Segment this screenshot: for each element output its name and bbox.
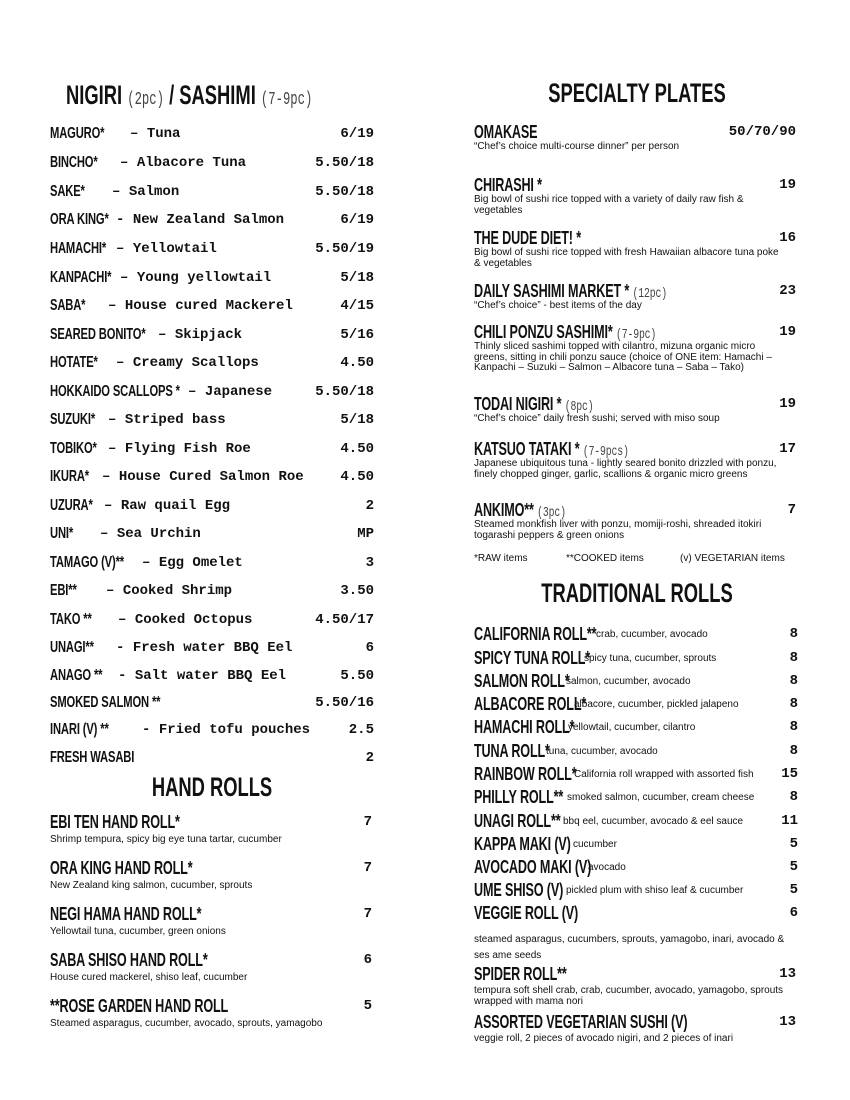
traditional-roll-price: 8 — [789, 696, 798, 712]
traditional-roll-description: salmon, cucumber, avocado — [566, 676, 691, 687]
traditional-roll-name: RAINBOW ROLL* — [474, 764, 577, 784]
nigiri-item-dash: – — [116, 241, 125, 257]
nigiri-row — [50, 239, 380, 259]
nigiri-item-name: UZURA* — [50, 497, 93, 514]
traditional-roll-price: 6 — [789, 905, 798, 921]
traditional-roll-description: smoked salmon, cucumber, cream cheese — [567, 792, 755, 803]
sashimi-title: SASHIMI — [179, 80, 256, 110]
traditional-roll-description: cucumber — [573, 839, 617, 850]
traditional-roll-name: TUNA ROLL* — [474, 741, 550, 761]
specialty-item-price: 19 — [779, 396, 796, 412]
specialty-item-qty: (7-9pcs) — [582, 444, 629, 460]
hand-roll-price: 5 — [363, 998, 372, 1014]
nigiri-item-desc — [106, 583, 232, 599]
nigiri-item-name: TAKO ** — [50, 611, 92, 628]
nigiri-item-dash: – — [116, 355, 125, 371]
specialty-item-description: Thinly sliced sashimi topped with cilantro, mizuna organic micro greens, sitting in chili ponzu sauce (choice of ONE item: Hamachi – Kanpachi – Suzuki – Salmon – Albacore tuna – Saba – Tako) — [474, 341, 772, 373]
specialty-item-qty: (12pc) — [632, 286, 667, 302]
specialty-item-name — [474, 175, 542, 195]
nigiri-item-price: MP — [357, 526, 374, 542]
nigiri-row — [50, 496, 380, 516]
nigiri-item-desc-text: Albacore Tuna — [136, 155, 247, 171]
hand-roll-name: ORA KING HAND ROLL* — [50, 858, 193, 878]
nigiri-item-desc — [116, 212, 284, 228]
nigiri-item-desc-text: Striped bass — [124, 412, 226, 428]
nigiri-item-name: ANAGO ** — [50, 667, 103, 684]
nigiri-row — [50, 439, 380, 459]
specialty-item-price: 7 — [787, 502, 796, 518]
specialty-item-price: 17 — [779, 441, 796, 457]
specialty-item-price: 23 — [779, 283, 796, 299]
specialty-item-description: “Chef’s choice multi-course dinner” per person — [474, 141, 680, 152]
nigiri-item-desc-text: Cooked Octopus — [134, 612, 253, 628]
nigiri-item-dash: - — [118, 668, 127, 684]
nigiri-item-price: 5.50 — [340, 668, 374, 684]
nigiri-item-desc-text: Sea Urchin — [116, 526, 201, 542]
specialty-item-name — [474, 228, 581, 248]
spider-roll-price: 13 — [779, 966, 796, 982]
traditional-roll-description: spicy tuna, cucumber, sprouts — [584, 653, 717, 664]
nigiri-row — [50, 638, 380, 658]
nigiri-item-price: 3.50 — [340, 583, 374, 599]
nigiri-item-name: KANPACHI* — [50, 269, 112, 286]
nigiri-item-price: 4.50/17 — [315, 612, 374, 628]
nigiri-item-desc-text: Salt water BBQ Eel — [134, 668, 287, 684]
nigiri-item-price: 4/15 — [340, 298, 374, 314]
traditional-roll-item — [474, 741, 800, 761]
traditional-roll-name: HAMACHI ROLL* — [474, 717, 575, 737]
nigiri-item-name: SMOKED SALMON ** — [50, 694, 161, 711]
nigiri-item-dash: – — [100, 526, 109, 542]
specialty-item-name-text: KATSUO TATAKI * — [474, 439, 580, 459]
traditional-roll-item — [474, 903, 800, 923]
hand-roll-name: NEGI HAMA HAND ROLL* — [50, 904, 202, 924]
nigiri-item-name: HOTATE* — [50, 354, 98, 371]
nigiri-item-name: TAMAGO (V)** — [50, 554, 125, 571]
spider-roll-name: SPIDER ROLL** — [474, 964, 567, 984]
assorted-vegetarian-price: 13 — [779, 1014, 796, 1030]
nigiri-item-desc — [118, 668, 286, 684]
nigiri-item-desc-text: New Zealand Salmon — [132, 212, 285, 228]
specialty-item-name-text: THE DUDE DIET! * — [474, 228, 581, 248]
nigiri-item-desc-text: Salmon — [128, 184, 180, 200]
hand-roll-description: House cured mackerel, shiso leaf, cucumber — [50, 972, 248, 983]
specialty-item-name-text: CHILI PONZU SASHIMI* — [474, 322, 613, 342]
hand-roll-name: **ROSE GARDEN HAND ROLL — [50, 996, 229, 1016]
nigiri-item-dash: – — [104, 498, 113, 514]
nigiri-item-dash: - — [116, 212, 125, 228]
specialty-item-price: 19 — [779, 177, 796, 193]
nigiri-item-name: IKURA* — [50, 468, 89, 485]
traditional-roll-name: UME SHISO (V) — [474, 880, 564, 900]
nigiri-item-name: FRESH WASABI — [50, 749, 135, 766]
hand-roll-description: New Zealand king salmon, cucumber, sprouts — [50, 880, 253, 891]
nigiri-item-desc-text: Skipjack — [174, 327, 243, 343]
specialty-item-price: 50/70/90 — [728, 124, 796, 140]
nigiri-row — [50, 524, 380, 544]
traditional-roll-description: pickled plum with shiso leaf & cucumber — [566, 885, 744, 896]
nigiri-item-desc — [120, 270, 271, 286]
nigiri-item-name: HAMACHI* — [50, 240, 107, 257]
traditional-roll-item — [474, 880, 800, 900]
nigiri-row — [50, 353, 380, 373]
nigiri-item-price: 5.50/16 — [315, 695, 374, 711]
specialty-item-description: “Chef’s choice” daily fresh sushi; served with miso soup — [474, 413, 720, 424]
assorted-vegetarian-description: veggie roll, 2 pieces of avocado nigiri, and 2 pieces of inari — [474, 1033, 734, 1044]
nigiri-item-dash: - — [116, 640, 125, 656]
nigiri-item-price: 4.50 — [340, 469, 374, 485]
nigiri-row — [50, 666, 380, 686]
specialty-item-qty: (3pc) — [537, 505, 566, 521]
traditional-roll-name: CALIFORNIA ROLL** — [474, 624, 597, 644]
nigiri-row — [50, 720, 380, 740]
legend-vegetarian: (v) VEGETARIAN items — [680, 553, 785, 564]
nigiri-item-desc-text: Tuna — [146, 126, 181, 142]
nigiri-qty: (2pc) — [127, 90, 164, 110]
nigiri-item-price: 2.5 — [348, 722, 374, 738]
nigiri-item-desc-text: Creamy Scallops — [132, 355, 259, 371]
hand-rolls-heading: HAND ROLLS — [151, 772, 273, 802]
nigiri-item-price: 2 — [365, 498, 374, 514]
nigiri-item-desc — [108, 412, 226, 428]
nigiri-item-name: MAGURO* — [50, 125, 105, 142]
nigiri-item-desc — [108, 441, 251, 457]
hand-roll-price: 7 — [363, 906, 372, 922]
nigiri-item-dash: – — [108, 412, 117, 428]
traditional-roll-item — [474, 648, 800, 668]
traditional-roll-price: 8 — [789, 673, 798, 689]
specialty-item-description: Steamed monkfish liver with ponzu, momiji-roshi, shreaded itokiri togarashi peppers & green onions — [474, 519, 762, 541]
traditional-roll-description: tuna, cucumber, avocado — [546, 746, 658, 757]
nigiri-item-dash: - — [142, 722, 151, 738]
nigiri-row — [50, 410, 380, 430]
nigiri-item-desc-text: Fresh water BBQ Eel — [132, 640, 293, 656]
nigiri-item-desc — [108, 298, 293, 314]
nigiri-item-desc — [102, 469, 304, 485]
nigiri-row — [50, 581, 380, 601]
nigiri-item-price: 5.50/18 — [315, 184, 374, 200]
nigiri-item-desc — [100, 526, 201, 542]
nigiri-item-name: TOBIKO* — [50, 440, 97, 457]
nigiri-row — [50, 124, 380, 144]
traditional-roll-item — [474, 694, 800, 714]
nigiri-row — [50, 210, 380, 230]
nigiri-row — [50, 693, 380, 713]
nigiri-row — [50, 268, 380, 288]
traditional-roll-description: California roll wrapped with assorted fish — [574, 769, 754, 780]
nigiri-item-name: BINCHO* — [50, 154, 98, 171]
traditional-roll-item — [474, 671, 800, 691]
legend-cooked: **COOKED items — [566, 553, 644, 564]
nigiri-item-name: UNAGI** — [50, 639, 94, 656]
specialty-item-name-text: ANKIMO** — [474, 500, 534, 520]
nigiri-item-desc-text: Flying Fish Roe — [124, 441, 251, 457]
nigiri-item-desc-text: Japanese — [204, 384, 273, 400]
nigiri-row — [50, 610, 380, 630]
traditional-roll-item — [474, 811, 800, 831]
traditional-rolls-heading: TRADITIONAL ROLLS — [541, 578, 733, 608]
specialty-plates-heading: SPECIALTY PLATES — [548, 78, 726, 108]
traditional-roll-price: 5 — [789, 836, 798, 852]
traditional-roll-name: VEGGIE ROLL (V) — [474, 903, 579, 923]
nigiri-item-desc-text: House cured Mackerel — [124, 298, 293, 314]
nigiri-row — [50, 153, 380, 173]
nigiri-item-desc — [130, 126, 180, 142]
hand-roll-name: SABA SHISO HAND ROLL* — [50, 950, 208, 970]
assorted-vegetarian-name: ASSORTED VEGETARIAN SUSHI (V) — [474, 1012, 688, 1032]
hand-roll-description: Yellowtail tuna, cucumber, green onions — [50, 926, 226, 937]
traditional-roll-item — [474, 834, 800, 854]
nigiri-item-dash: – — [108, 441, 117, 457]
nigiri-row — [50, 382, 380, 402]
specialty-item-description: “Chef’s choice” - best items of the day — [474, 300, 642, 311]
nigiri-item-dash: – — [120, 155, 129, 171]
traditional-roll-description: avocado — [588, 862, 626, 873]
traditional-roll-name: KAPPA MAKI (V) — [474, 834, 571, 854]
nigiri-item-dash: – — [120, 270, 129, 286]
nigiri-item-name: EBI** — [50, 582, 77, 599]
specialty-item-description: Big bowl of sushi rice topped with a variety of daily raw fish & vegetables — [474, 194, 744, 216]
nigiri-item-price: 6/19 — [340, 212, 374, 228]
nigiri-item-dash: – — [130, 126, 139, 142]
nigiri-item-desc-text: Raw quail Egg — [120, 498, 231, 514]
nigiri-item-desc-text: Young yellowtail — [136, 270, 272, 286]
nigiri-item-price: 4.50 — [340, 355, 374, 371]
nigiri-item-name: ORA KING* — [50, 211, 109, 228]
traditional-roll-name: AVOCADO MAKI (V) — [474, 857, 592, 877]
traditional-roll-price: 8 — [789, 719, 798, 735]
sashimi-qty: (7-9pc) — [260, 90, 313, 110]
traditional-roll-name: ALBACORE ROLL* — [474, 694, 587, 714]
hand-roll-price: 7 — [363, 814, 372, 830]
traditional-roll-item — [474, 717, 800, 737]
nigiri-item-dash: – — [106, 583, 115, 599]
nigiri-item-dash: – — [188, 384, 197, 400]
specialty-item-name-text: OMAKASE — [474, 122, 538, 142]
traditional-roll-description: yellowtail, cucumber, cilantro — [568, 722, 696, 733]
nigiri-item-name: SUZUKI* — [50, 411, 96, 428]
hand-roll-name: EBI TEN HAND ROLL* — [50, 812, 180, 832]
nigiri-item-desc — [112, 184, 179, 200]
nigiri-item-price: 5/16 — [340, 327, 374, 343]
nigiri-item-dash: – — [112, 184, 121, 200]
nigiri-item-desc — [104, 498, 230, 514]
nigiri-item-price: 5/18 — [340, 412, 374, 428]
heading-slash: / — [169, 80, 175, 110]
traditional-roll-item — [474, 787, 800, 807]
traditional-roll-price: 5 — [789, 859, 798, 875]
specialty-item-name — [474, 122, 537, 142]
nigiri-row — [50, 296, 380, 316]
nigiri-row — [50, 325, 380, 345]
specialty-item-name-text: DAILY SASHIMI MARKET * — [474, 281, 630, 301]
legend-raw: *RAW items — [474, 553, 528, 564]
nigiri-item-dash: – — [142, 555, 151, 571]
specialty-item-qty: (8pc) — [564, 399, 594, 415]
nigiri-item-desc — [142, 555, 243, 571]
traditional-roll-name: SPICY TUNA ROLL* — [474, 648, 591, 668]
traditional-roll-item — [474, 624, 800, 644]
nigiri-item-desc-text: Cooked Shrimp — [122, 583, 233, 599]
specialty-item-qty: (7-9pc) — [615, 327, 657, 343]
nigiri-item-name: SAKE* — [50, 183, 85, 200]
nigiri-item-price: 4.50 — [340, 441, 374, 457]
nigiri-sashimi-heading — [66, 80, 312, 111]
nigiri-row — [50, 553, 380, 573]
nigiri-item-desc — [120, 155, 246, 171]
nigiri-row — [50, 748, 380, 768]
nigiri-item-name: SABA* — [50, 297, 86, 314]
nigiri-item-dash: – — [108, 298, 117, 314]
spider-roll-description: tempura soft shell crab, crab, cucumber, avocado, yamagobo, sprouts wrapped with mama nori — [474, 985, 784, 1007]
hand-roll-description: Steamed asparagus, cucumber, avocado, sprouts, yamagobo — [50, 1018, 323, 1029]
nigiri-item-desc — [116, 355, 259, 371]
nigiri-item-price: 5.50/18 — [315, 384, 374, 400]
specialty-item-description: Japanese ubiquitous tuna - lightly seared bonito drizzled with ponzu, finely chopped ginger, garlic, scallions & organic micro greens — [474, 458, 777, 480]
veggie-roll-description: steamed asparagus, cucumbers, sprouts, yamagobo, inari, avocado & ses ame seeds — [474, 934, 785, 961]
nigiri-item-name: INARI (V) ** — [50, 721, 109, 738]
nigiri-item-desc — [188, 384, 272, 400]
nigiri-item-dash: – — [158, 327, 167, 343]
nigiri-item-desc-text: Fried tofu pouches — [158, 722, 311, 738]
traditional-roll-description: bbq eel, cucumber, avocado & eel sauce — [563, 816, 744, 827]
nigiri-item-desc-text: Yellowtail — [132, 241, 217, 257]
nigiri-row — [50, 467, 380, 487]
traditional-roll-price: 8 — [789, 626, 798, 642]
traditional-roll-item — [474, 764, 800, 784]
traditional-roll-description: albacore, cucumber, pickled jalapeno — [574, 699, 739, 710]
traditional-roll-price: 8 — [789, 743, 798, 759]
hand-roll-price: 7 — [363, 860, 372, 876]
nigiri-item-dash: – — [102, 469, 111, 485]
traditional-roll-description: crab, cucumber, avocado — [596, 629, 708, 640]
nigiri-item-desc-text: House Cured Salmon Roe — [118, 469, 304, 485]
nigiri-item-dash: – — [118, 612, 127, 628]
traditional-roll-item — [474, 857, 800, 877]
hand-roll-price: 6 — [363, 952, 372, 968]
nigiri-item-price: 5.50/18 — [315, 155, 374, 171]
nigiri-item-name: SEARED BONITO* — [50, 326, 146, 343]
nigiri-title: NIGIRI — [66, 80, 123, 110]
traditional-roll-price: 8 — [789, 650, 798, 666]
nigiri-item-desc — [116, 241, 217, 257]
nigiri-item-desc — [118, 612, 252, 628]
nigiri-item-desc-text: Egg Omelet — [158, 555, 243, 571]
traditional-roll-price: 8 — [789, 789, 798, 805]
nigiri-row — [50, 182, 380, 202]
traditional-roll-name: UNAGI ROLL** — [474, 811, 561, 831]
traditional-roll-price: 11 — [781, 813, 798, 829]
nigiri-item-price: 6 — [365, 640, 374, 656]
nigiri-item-name: UNI* — [50, 525, 74, 542]
traditional-roll-name: PHILLY ROLL** — [474, 787, 564, 807]
nigiri-item-desc — [142, 722, 310, 738]
nigiri-item-price: 2 — [365, 750, 374, 766]
hand-roll-description: Shrimp tempura, spicy big eye tuna tartar, cucumber — [50, 834, 282, 845]
specialty-item-price: 16 — [779, 230, 796, 246]
traditional-roll-price: 15 — [781, 766, 798, 782]
specialty-item-description: Big bowl of sushi rice topped with fresh Hawaiian albacore tuna poke & vegetables — [474, 247, 779, 269]
nigiri-item-price: 5.50/19 — [315, 241, 374, 257]
nigiri-item-price: 3 — [365, 555, 374, 571]
specialty-item-name-text: TODAI NIGIRI * — [474, 394, 562, 414]
nigiri-item-price: 6/19 — [340, 126, 374, 142]
traditional-roll-price: 5 — [789, 882, 798, 898]
specialty-item-price: 19 — [779, 324, 796, 340]
nigiri-item-price: 5/18 — [340, 270, 374, 286]
nigiri-item-desc — [158, 327, 242, 343]
traditional-roll-name: SALMON ROLL* — [474, 671, 570, 691]
specialty-item-name-text: CHIRASHI * — [474, 175, 542, 195]
nigiri-item-desc — [116, 640, 292, 656]
nigiri-item-name: HOKKAIDO SCALLOPS * — [50, 383, 180, 400]
